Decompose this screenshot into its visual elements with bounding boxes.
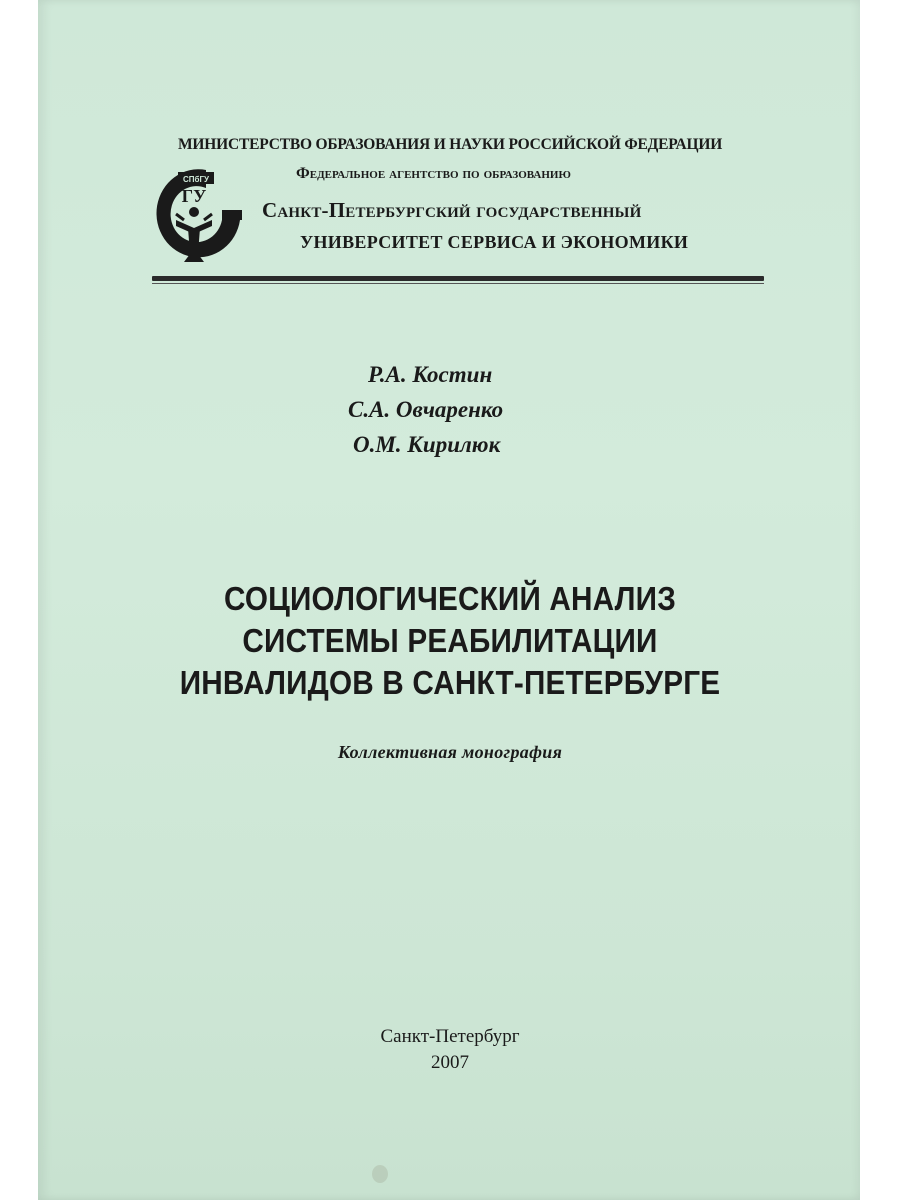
author-name: О.М. Кирилюк bbox=[353, 432, 501, 457]
imprint-city: Санкт-Петербург bbox=[380, 1026, 520, 1047]
agency-line: Федеральное агентство по образованию bbox=[296, 165, 571, 182]
book-subtitle: Коллективная монография bbox=[337, 742, 563, 762]
university-name-line2: УНИВЕРСИТЕТ СЕРВИСА И ЭКОНОМИКИ bbox=[300, 232, 689, 252]
paper-smudge bbox=[372, 1165, 388, 1183]
svg-text:ГУ: ГУ bbox=[181, 186, 207, 206]
logo-lettering: СПбГУ bbox=[183, 175, 209, 184]
author-name: Р.А. Костин bbox=[368, 362, 493, 387]
imprint-year: 2007 bbox=[431, 1052, 469, 1073]
university-name-line1: Санкт-Петербургский государственный bbox=[262, 198, 642, 222]
title-line: СОЦИОЛОГИЧЕСКИЙ АНАЛИЗ bbox=[223, 580, 676, 617]
header-divider bbox=[152, 276, 764, 281]
title-line: СИСТЕМЫ РЕАБИЛИТАЦИИ bbox=[242, 622, 658, 659]
university-logo-icon bbox=[148, 158, 248, 268]
title-line: ИНВАЛИДОВ В САНКТ-ПЕТЕРБУРГЕ bbox=[179, 664, 721, 701]
author-name: С.А. Овчаренко bbox=[348, 397, 504, 422]
book-title bbox=[0, 578, 900, 704]
header-divider-thin bbox=[152, 283, 764, 284]
ministry-line: МИНИСТЕРСТВО ОБРАЗОВАНИЯ И НАУКИ РОССИЙСКОЙ ФЕДЕРАЦИИ bbox=[178, 136, 723, 153]
